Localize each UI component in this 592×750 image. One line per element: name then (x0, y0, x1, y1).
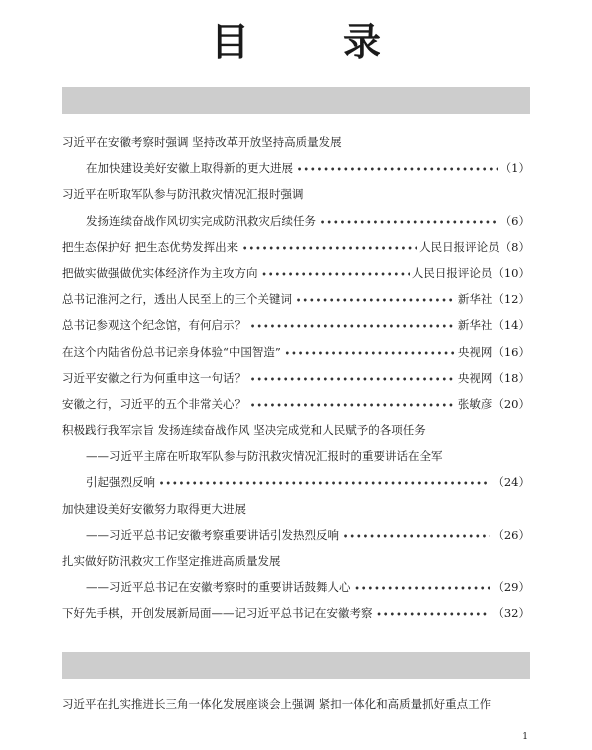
dot-leader (320, 208, 498, 234)
toc-page-number: （1） (499, 161, 530, 176)
toc-entry-source: 央视网 (457, 370, 493, 385)
toc-heading[interactable] (62, 417, 530, 443)
toc-entry-text: 把生态保护好 把生态优势发挥出来 (62, 239, 239, 254)
toc-entry-source: 新华社 (457, 318, 493, 333)
toc-entry-source: 张敏彦 (457, 396, 493, 411)
dot-leader (250, 312, 456, 338)
toc-entry-source: 央视网 (457, 344, 493, 359)
toc-entry-text: ——习近平主席在听取军队参与防汛救灾情况汇报时的重要讲话在全军 (86, 449, 443, 464)
toc-entry-text: ——习近平总书记安徽考察重要讲话引发热烈反响 (86, 527, 339, 542)
toc-entry[interactable] (62, 391, 530, 417)
dot-leader (250, 365, 456, 391)
dot-leader (377, 600, 491, 626)
dot-leader (242, 234, 417, 260)
page-number: 1 (522, 732, 528, 742)
dot-leader (296, 286, 456, 312)
toc-entry-text: 加快建设美好安徽努力取得更大进展 (62, 501, 246, 516)
toc-entry-text: 引起强烈反响 (86, 475, 155, 490)
toc-heading-next-section[interactable]: 习近平在扎实推进长三角一体化发展座谈会上强调 紧扣一体化和高质量抓好重点工作 (62, 697, 492, 711)
toc-page-number: （10） (492, 265, 530, 280)
toc-entry-text: 扎实做好防汛救灾工作坚定推进高质量发展 (62, 554, 281, 568)
toc-entry-text: 总书记参观这个纪念馆，有何启示？ (62, 318, 246, 333)
dot-leader (159, 469, 490, 495)
dot-leader (355, 574, 491, 600)
dot-leader (262, 260, 410, 286)
toc-heading[interactable] (62, 129, 530, 155)
toc-subheading[interactable] (62, 443, 530, 469)
toc-page-number: （20） (492, 396, 530, 411)
toc-entry[interactable] (62, 234, 530, 260)
toc-entry[interactable] (62, 312, 530, 338)
toc-heading[interactable] (62, 496, 530, 522)
section-divider-bar (62, 87, 530, 114)
section-divider-bar (62, 652, 530, 679)
dot-leader (250, 391, 456, 417)
toc-entry[interactable] (62, 365, 530, 391)
toc-heading[interactable] (62, 548, 530, 574)
table-of-contents (62, 129, 530, 627)
toc-entry-text: 在加快建设美好安徽上取得新的更大进展 (86, 161, 293, 176)
toc-entry-text: 把做实做强做优实体经济作为主攻方向 (62, 265, 258, 280)
toc-entry-text: ——习近平总书记在安徽考察时的重要讲话鼓舞人心 (86, 580, 351, 595)
dot-leader (343, 522, 490, 548)
toc-page-number: （12） (492, 292, 530, 307)
toc-entry-text: 下好先手棋，开创发展新局面——记习近平总书记在安徽考察 (62, 606, 373, 621)
toc-page-number: （6） (499, 213, 530, 228)
toc-entry-source: 新华社 (457, 292, 493, 307)
toc-entry-text: 在这个内陆省份总书记亲身体验“中国智造” (62, 344, 281, 359)
dot-leader (285, 339, 456, 365)
toc-entry[interactable] (62, 155, 530, 181)
toc-entry-text: 习近平在听取军队参与防汛救灾情况汇报时强调 (62, 187, 304, 202)
toc-entry-text: 习近平安徽之行为何重申这一句话？ (62, 370, 246, 385)
toc-entry[interactable] (62, 260, 530, 286)
toc-page-number: （14） (492, 318, 530, 333)
toc-entry-source: 人民日报评论员 (411, 265, 493, 280)
toc-entry-text: 积极践行我军宗旨 发扬连续奋战作风 坚决完成党和人民赋予的各项任务 (62, 423, 426, 438)
toc-heading[interactable] (62, 181, 530, 207)
toc-entry-text: 安徽之行，习近平的五个非常关心？ (62, 396, 246, 411)
toc-page-number: （29） (492, 580, 530, 595)
toc-entry[interactable] (62, 469, 530, 495)
toc-entry[interactable] (62, 600, 530, 626)
toc-entry[interactable] (62, 574, 530, 600)
toc-page-number: （18） (492, 370, 530, 385)
page-title: 目 录 (210, 19, 409, 64)
dot-leader (297, 155, 498, 181)
toc-entry[interactable] (62, 286, 530, 312)
toc-entry-source: 人民日报评论员 (419, 239, 500, 254)
toc-entry[interactable] (62, 208, 530, 234)
toc-page-number: （32） (492, 606, 530, 621)
toc-page-number: （16） (492, 344, 530, 359)
toc-page-number: （8） (499, 239, 530, 254)
toc-entry-text: 发扬连续奋战作风切实完成防汛救灾后续任务 (86, 213, 316, 228)
toc-page-number: （24） (492, 475, 530, 490)
toc-entry[interactable] (62, 522, 530, 548)
toc-page-number: （26） (492, 527, 530, 542)
toc-entry[interactable] (62, 339, 530, 365)
toc-entry-text: 总书记淮河之行，透出人民至上的三个关键词 (62, 292, 292, 307)
toc-entry-text: 习近平在安徽考察时强调 坚持改革开放坚持高质量发展 (62, 135, 342, 149)
